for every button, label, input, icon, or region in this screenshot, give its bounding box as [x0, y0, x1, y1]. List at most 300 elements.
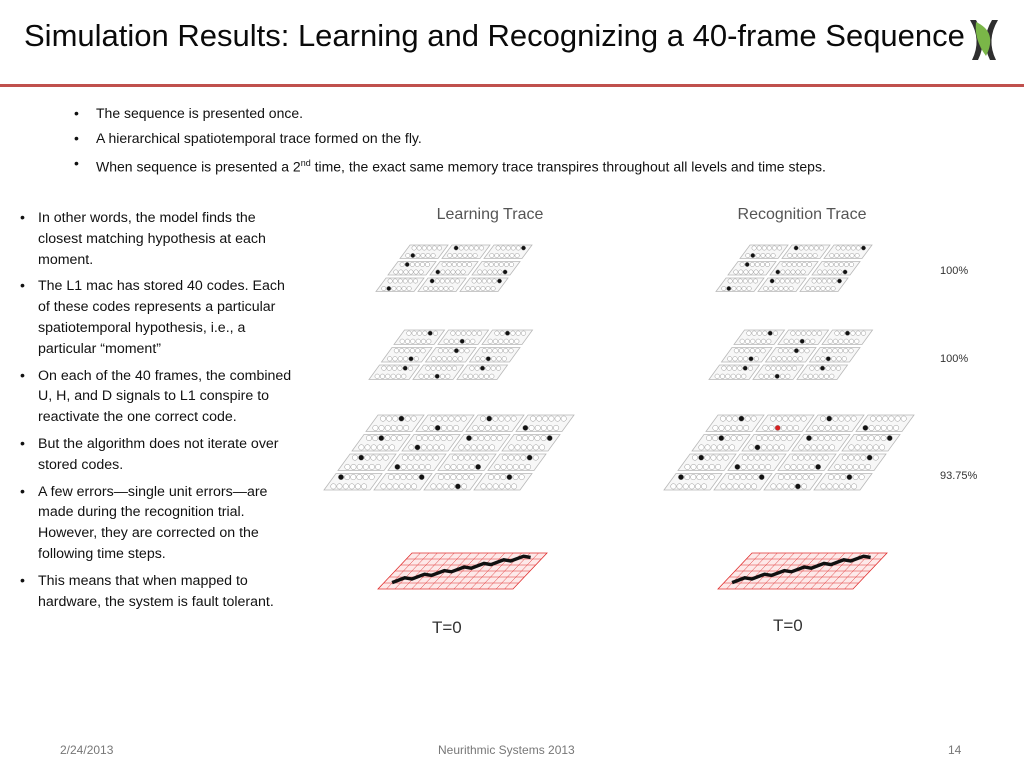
- unit: [421, 348, 426, 353]
- unit: [423, 425, 428, 430]
- unit: [411, 416, 416, 421]
- unit: [443, 348, 448, 353]
- active-unit: [419, 474, 424, 479]
- mac-module: [400, 245, 448, 259]
- footer-company: Neurithmic Systems 2013: [438, 743, 575, 757]
- unit: [493, 484, 498, 489]
- unit: [451, 270, 455, 274]
- unit: [449, 416, 454, 421]
- unit: [459, 348, 464, 353]
- unit: [695, 484, 700, 489]
- mac-module: [369, 365, 420, 380]
- unit: [425, 464, 430, 469]
- mac-module: [438, 454, 496, 471]
- unit: [519, 474, 524, 479]
- unit: [786, 270, 790, 274]
- unit: [759, 464, 764, 469]
- unit: [846, 246, 850, 250]
- unit: [727, 357, 732, 362]
- unit: [487, 279, 491, 283]
- unit: [465, 455, 470, 460]
- mac-module: [778, 454, 836, 471]
- active-unit: [521, 246, 525, 250]
- mac-module: [664, 474, 722, 491]
- unit: [473, 425, 478, 430]
- unit: [755, 455, 760, 460]
- mac-module: [457, 365, 508, 380]
- unit: [761, 253, 765, 257]
- unit: [345, 474, 350, 479]
- unit: [503, 425, 508, 430]
- unit: [789, 484, 794, 489]
- unit: [785, 474, 790, 479]
- unit: [458, 253, 462, 257]
- learning-time-label: T=0: [432, 618, 462, 637]
- unit: [394, 270, 398, 274]
- unit: [503, 348, 508, 353]
- unit: [844, 262, 848, 266]
- unit: [431, 484, 436, 489]
- unit: [458, 357, 463, 362]
- unit: [841, 474, 846, 479]
- unit: [352, 455, 357, 460]
- mac-module: [792, 435, 850, 452]
- unit: [804, 246, 808, 250]
- unit: [773, 455, 778, 460]
- unit: [829, 262, 833, 266]
- unit: [771, 253, 775, 257]
- mac-module: [488, 454, 546, 471]
- unit: [486, 286, 490, 290]
- unit: [387, 357, 392, 362]
- unit: [401, 474, 406, 479]
- unit: [853, 474, 858, 479]
- unit: [747, 474, 752, 479]
- unit: [461, 270, 465, 274]
- unit: [513, 464, 518, 469]
- unit: [834, 262, 838, 266]
- unit: [447, 435, 452, 440]
- mac-module: [828, 454, 886, 471]
- mac-module: [366, 415, 424, 432]
- unit: [791, 464, 796, 469]
- unit: [787, 425, 792, 430]
- unit: [529, 425, 534, 430]
- unit: [753, 464, 758, 469]
- mac-module: [766, 348, 817, 363]
- unit: [515, 455, 520, 460]
- unit: [481, 286, 485, 290]
- unit: [331, 484, 336, 489]
- unit: [715, 374, 720, 379]
- unit: [792, 455, 797, 460]
- unit: [499, 262, 503, 266]
- unit: [395, 474, 400, 479]
- unit: [745, 484, 750, 489]
- unit: [400, 339, 405, 344]
- unit: [533, 455, 538, 460]
- unit: [432, 246, 436, 250]
- unit: [387, 484, 392, 489]
- mac-module: [430, 262, 478, 276]
- unit: [737, 435, 742, 440]
- unit: [391, 425, 396, 430]
- unit: [463, 374, 468, 379]
- unit: [893, 425, 898, 430]
- mac-module: [413, 365, 464, 380]
- unit: [421, 339, 426, 344]
- unit: [535, 425, 540, 430]
- mac-module: [482, 330, 533, 345]
- unit: [409, 270, 413, 274]
- unit: [543, 416, 548, 421]
- summary-bullet-text: time, the exact same memory trace transpires throughout all levels and time steps.: [310, 158, 826, 175]
- unit: [713, 435, 718, 440]
- active-unit: [867, 455, 872, 460]
- unit: [434, 286, 438, 290]
- unit: [449, 484, 454, 489]
- unit: [399, 270, 403, 274]
- unit: [827, 484, 832, 489]
- unit: [755, 348, 760, 353]
- unit: [783, 484, 788, 489]
- unit: [732, 286, 736, 290]
- unit: [343, 484, 348, 489]
- mac-module: [728, 454, 786, 471]
- active-unit: [430, 279, 434, 283]
- unit: [441, 435, 446, 440]
- unit: [861, 331, 866, 336]
- unit: [427, 246, 431, 250]
- unit: [399, 348, 404, 353]
- unit: [449, 339, 454, 344]
- unit: [455, 339, 460, 344]
- unit: [726, 374, 731, 379]
- mac-module: [484, 245, 532, 259]
- unit: [435, 435, 440, 440]
- unit: [415, 455, 420, 460]
- unit: [480, 416, 485, 421]
- unit: [467, 331, 472, 336]
- unit: [465, 339, 470, 344]
- unit: [859, 474, 864, 479]
- unit: [750, 262, 754, 266]
- unit: [505, 484, 510, 489]
- unit: [391, 374, 396, 379]
- active-unit: [411, 253, 415, 257]
- unit: [849, 445, 854, 450]
- mac-module: [806, 415, 864, 432]
- unit: [835, 474, 840, 479]
- unit: [495, 253, 499, 257]
- mac-module: [800, 278, 848, 292]
- unit: [842, 357, 847, 362]
- unit: [446, 374, 451, 379]
- unit: [481, 357, 486, 362]
- unit: [865, 464, 870, 469]
- unit: [535, 435, 540, 440]
- unit: [479, 425, 484, 430]
- explanation-bullet: • In other words, the model finds the closest matching hypothesis at each moment.: [20, 208, 292, 270]
- unit: [507, 464, 512, 469]
- unit: [444, 286, 448, 290]
- unit: [835, 253, 839, 257]
- active-unit: [359, 455, 364, 460]
- mac-module: [426, 348, 477, 363]
- active-unit: [775, 374, 780, 379]
- unit: [495, 474, 500, 479]
- unit: [833, 270, 837, 274]
- unit: [853, 464, 858, 469]
- unit: [427, 339, 432, 344]
- unit: [435, 279, 439, 283]
- unit: [433, 455, 438, 460]
- unit: [850, 253, 854, 257]
- active-unit: [395, 464, 400, 469]
- unit: [692, 455, 697, 460]
- unit: [761, 339, 766, 344]
- unit: [723, 445, 728, 450]
- unit: [422, 246, 426, 250]
- mac-module: [416, 415, 474, 432]
- active-unit: [409, 357, 414, 362]
- active-unit: [739, 416, 744, 421]
- level-3-accuracy: 100%: [940, 265, 969, 277]
- unit: [814, 374, 819, 379]
- active-unit: [403, 366, 408, 371]
- unit: [823, 455, 828, 460]
- unit: [697, 464, 702, 469]
- unit: [469, 246, 473, 250]
- unit: [553, 425, 558, 430]
- unit: [732, 366, 737, 371]
- unit: [445, 464, 450, 469]
- unit: [445, 279, 449, 283]
- mac-module: [714, 474, 772, 491]
- active-unit: [475, 464, 480, 469]
- unit: [388, 474, 393, 479]
- unit: [797, 464, 802, 469]
- unit: [817, 455, 822, 460]
- unit: [375, 464, 380, 469]
- unit: [541, 425, 546, 430]
- unit: [462, 262, 466, 266]
- mac-module: [402, 435, 460, 452]
- unit: [393, 484, 398, 489]
- unit: [539, 445, 544, 450]
- mac-module: [388, 454, 446, 471]
- unit: [479, 374, 484, 379]
- unit: [749, 455, 754, 460]
- unit: [805, 455, 810, 460]
- unit: [683, 484, 688, 489]
- unit: [457, 262, 461, 266]
- unit: [787, 262, 791, 266]
- active-unit: [399, 416, 404, 421]
- unit: [751, 484, 756, 489]
- unit: [737, 286, 741, 290]
- unit: [437, 484, 442, 489]
- unit: [771, 357, 776, 362]
- unit: [463, 474, 468, 479]
- unit: [407, 474, 412, 479]
- unit: [473, 435, 478, 440]
- unit: [555, 416, 560, 421]
- unit: [849, 262, 853, 266]
- unit: [440, 374, 445, 379]
- unit: [810, 366, 815, 371]
- active-unit: [454, 246, 458, 250]
- unit: [381, 484, 386, 489]
- input-grid: [378, 553, 547, 589]
- unit: [440, 279, 444, 283]
- unit: [821, 484, 826, 489]
- unit: [778, 348, 783, 353]
- unit: [844, 339, 849, 344]
- unit: [530, 416, 535, 421]
- unit: [845, 253, 849, 257]
- mac-module: [374, 474, 432, 491]
- summary-bullet-text: When sequence is presented a 2: [96, 158, 301, 175]
- mac-module: [706, 415, 764, 432]
- unit: [783, 416, 788, 421]
- unit: [811, 455, 816, 460]
- unit: [870, 416, 875, 421]
- unit: [502, 357, 507, 362]
- unit: [677, 484, 682, 489]
- unit: [813, 253, 817, 257]
- unit: [788, 253, 792, 257]
- unit: [498, 348, 503, 353]
- unit: [474, 374, 479, 379]
- unit: [733, 357, 738, 362]
- unit: [452, 366, 457, 371]
- unit: [745, 416, 750, 421]
- unit: [741, 474, 746, 479]
- unit: [723, 455, 728, 460]
- active-unit: [455, 484, 460, 489]
- unit: [451, 464, 456, 469]
- unit: [742, 286, 746, 290]
- active-unit: [487, 416, 492, 421]
- unit: [413, 464, 418, 469]
- unit: [759, 270, 763, 274]
- unit: [426, 253, 430, 257]
- unit: [394, 348, 399, 353]
- unit: [809, 464, 814, 469]
- unit: [472, 279, 476, 283]
- unit: [397, 435, 402, 440]
- unit: [351, 474, 356, 479]
- active-unit: [806, 435, 811, 440]
- unit: [813, 435, 818, 440]
- unit: [403, 357, 408, 362]
- unit: [400, 262, 404, 266]
- unit: [486, 366, 491, 371]
- unit: [449, 286, 453, 290]
- summary-bullet: [74, 154, 826, 179]
- unit: [767, 455, 772, 460]
- unit: [449, 348, 454, 353]
- mac-module: [678, 454, 736, 471]
- unit: [478, 270, 482, 274]
- unit: [766, 253, 770, 257]
- unit: [705, 455, 710, 460]
- unit: [419, 464, 424, 469]
- mac-module: [728, 262, 776, 276]
- unit: [750, 348, 755, 353]
- unit: [851, 416, 856, 421]
- unit: [515, 253, 519, 257]
- unit: [808, 374, 813, 379]
- unit: [497, 357, 502, 362]
- unit: [727, 484, 732, 489]
- unit: [406, 253, 410, 257]
- unit: [849, 348, 854, 353]
- unit: [385, 435, 390, 440]
- unit: [387, 366, 392, 371]
- unit: [793, 357, 798, 362]
- unit: [747, 464, 752, 469]
- unit: [826, 286, 830, 290]
- unit: [789, 416, 794, 421]
- unit: [703, 464, 708, 469]
- unit: [743, 425, 748, 430]
- unit: [487, 348, 492, 353]
- unit: [725, 435, 730, 440]
- unit: [501, 246, 505, 250]
- unit: [393, 279, 397, 283]
- unit: [393, 416, 398, 421]
- unit: [835, 464, 840, 469]
- unit: [431, 253, 435, 257]
- unit: [495, 331, 500, 336]
- active-unit: [837, 279, 841, 283]
- unit: [413, 279, 417, 283]
- unit: [442, 262, 446, 266]
- unit: [801, 484, 806, 489]
- unit: [521, 445, 526, 450]
- unit: [405, 348, 410, 353]
- unit: [775, 435, 780, 440]
- unit: [392, 286, 396, 290]
- active-unit: [755, 445, 760, 450]
- unit: [691, 464, 696, 469]
- unit: [767, 445, 772, 450]
- unit: [382, 366, 387, 371]
- unit: [847, 464, 852, 469]
- active-unit: [497, 279, 501, 283]
- unit: [805, 445, 810, 450]
- unit: [419, 374, 424, 379]
- unit: [701, 484, 706, 489]
- unit: [457, 464, 462, 469]
- level-1-accuracy: 93.75%: [940, 470, 978, 482]
- unit: [484, 262, 488, 266]
- unit: [493, 270, 497, 274]
- unit: [488, 270, 492, 274]
- unit: [405, 339, 410, 344]
- unit: [739, 484, 744, 489]
- unit: [799, 348, 804, 353]
- unit: [837, 425, 842, 430]
- unit: [442, 366, 447, 371]
- unit: [731, 425, 736, 430]
- trace-diagram: [300, 195, 1000, 645]
- unit: [711, 455, 716, 460]
- active-unit: [415, 445, 420, 450]
- unit: [521, 331, 526, 336]
